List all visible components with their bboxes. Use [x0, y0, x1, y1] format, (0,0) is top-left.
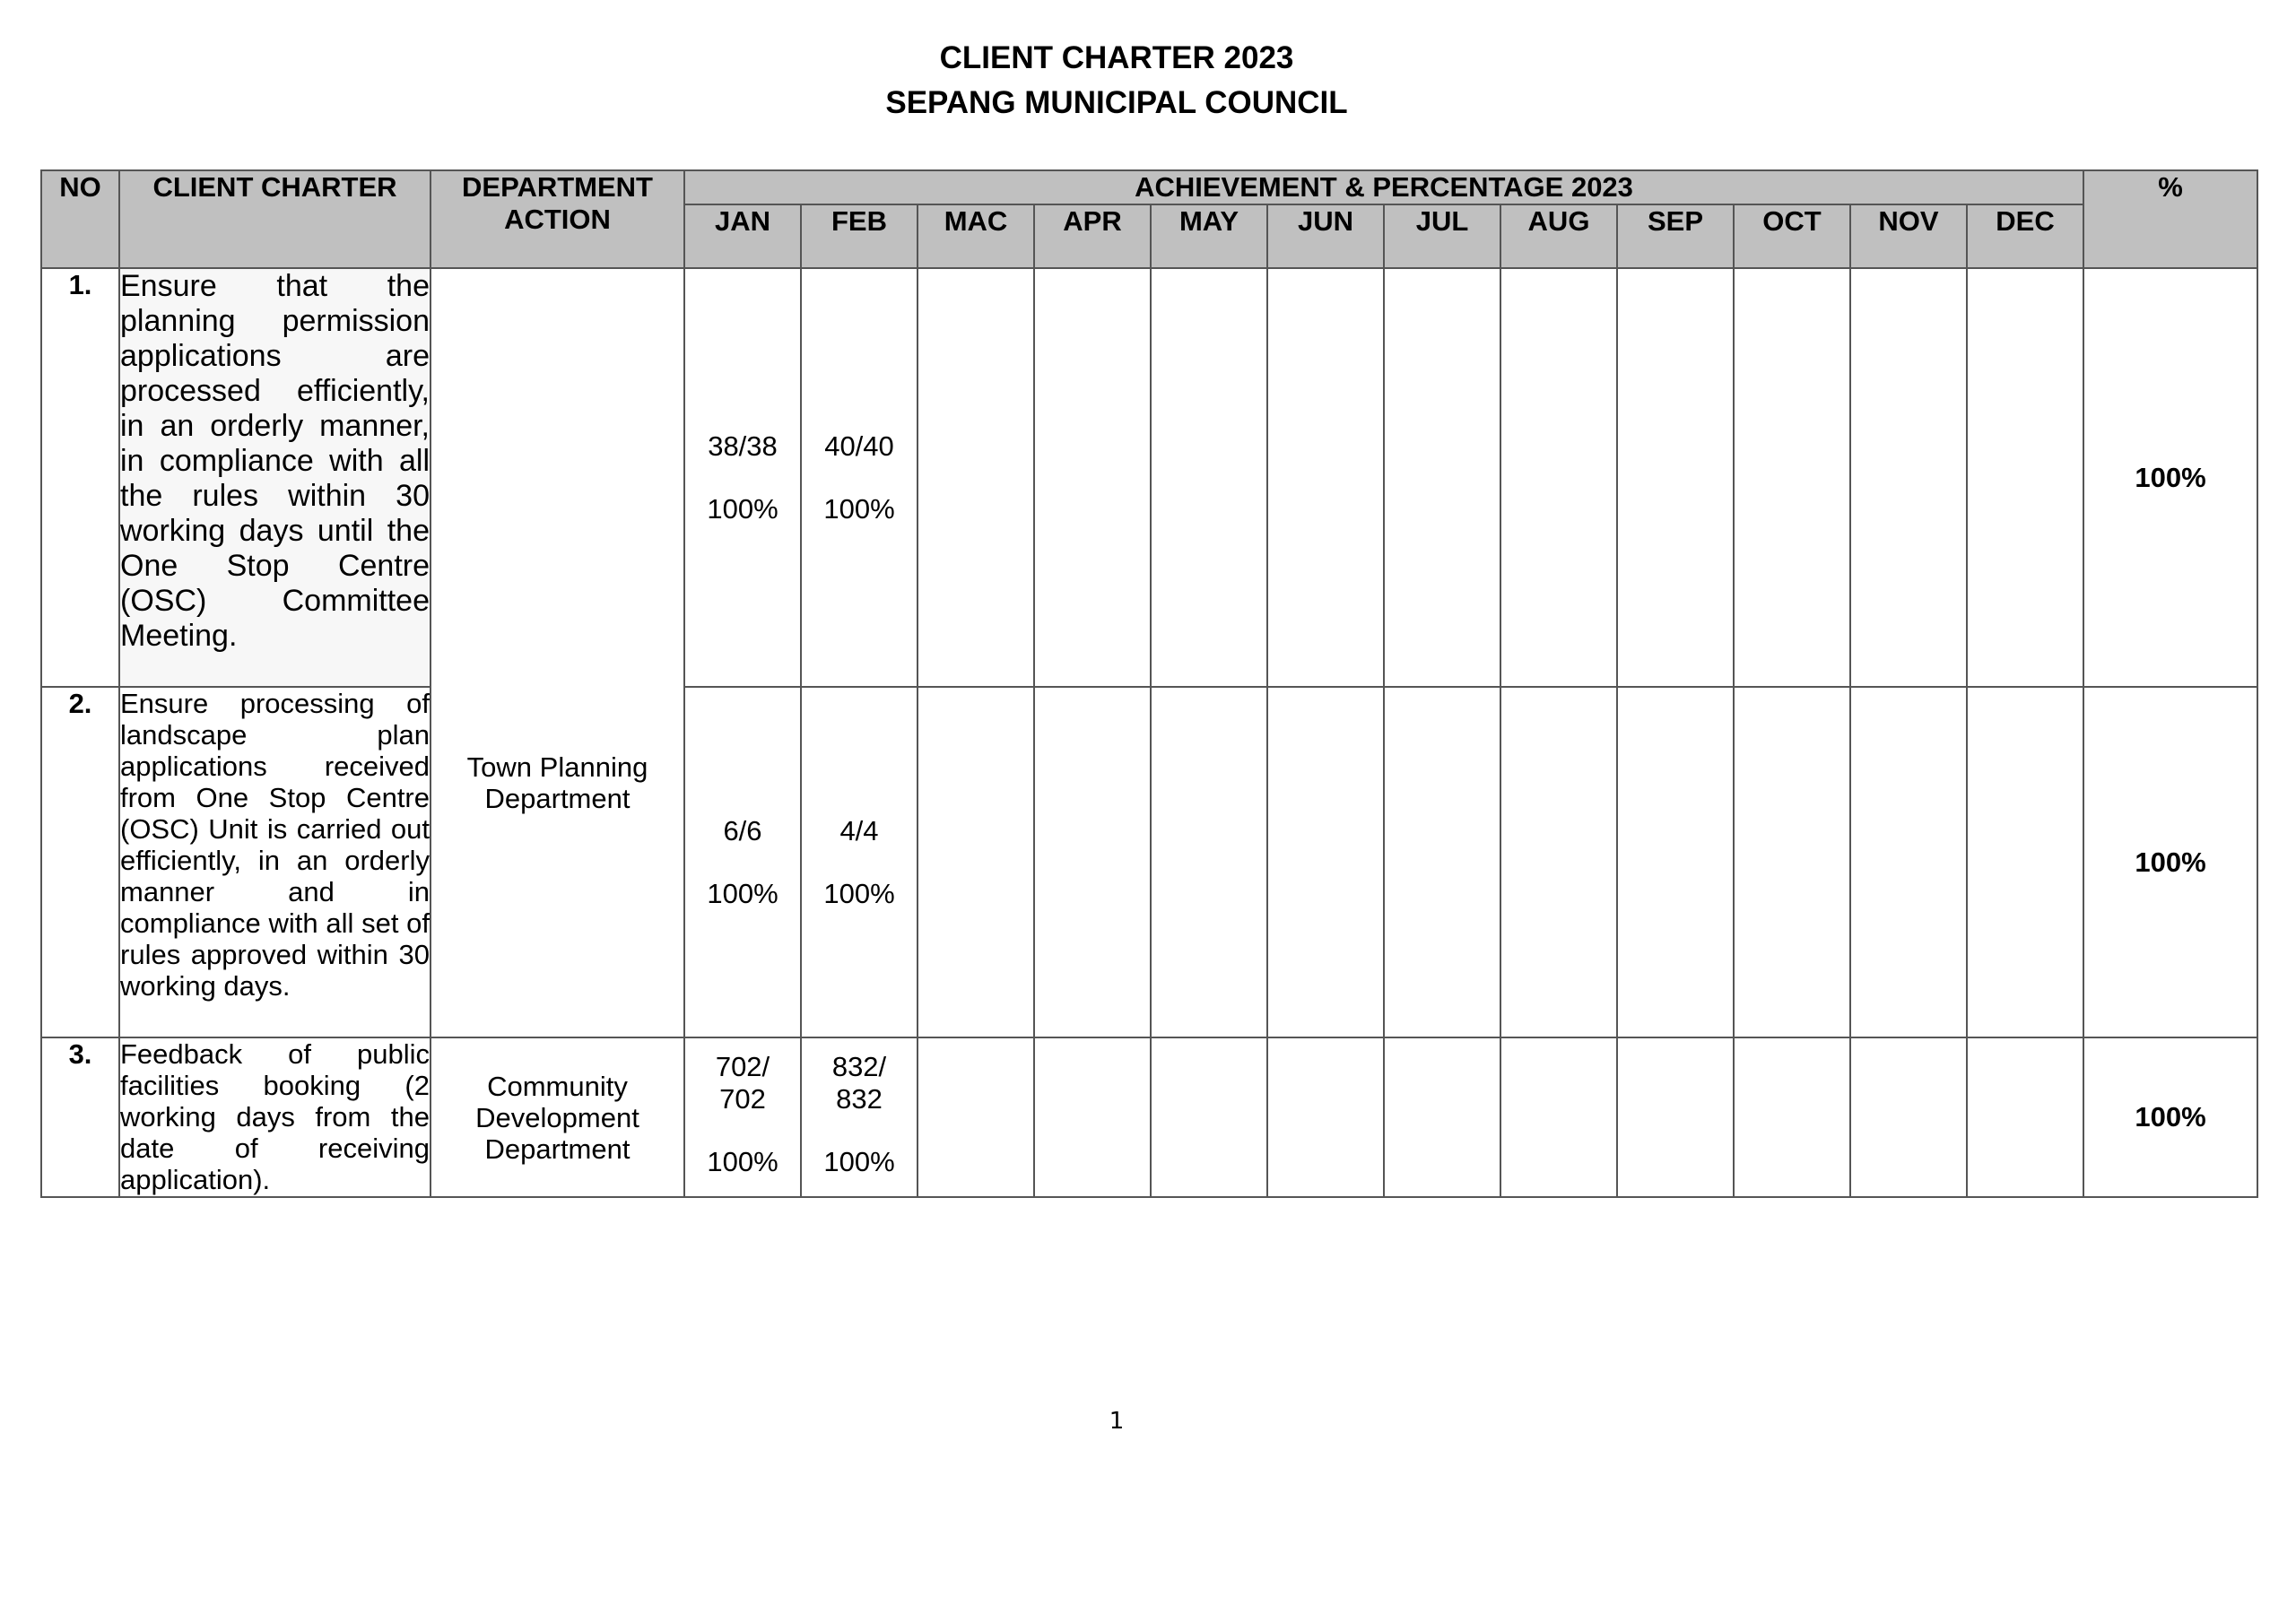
month-cell-feb	[801, 687, 918, 1037]
achievement-count: 6/6	[723, 814, 762, 846]
month-cell-feb	[801, 1037, 918, 1197]
row-number: 1.	[41, 268, 119, 687]
department-action-cell	[430, 268, 684, 1037]
achievement-count: 702/ 702	[715, 1051, 770, 1115]
month-cell-jul	[1384, 268, 1500, 687]
month-cell-jun	[1267, 687, 1384, 1037]
header-month-feb: FEB	[801, 204, 918, 268]
table-row	[41, 687, 2257, 1037]
header-no: NO	[41, 170, 119, 268]
charter-description: Ensure processing of landscape plan applications received from One Stop Centre (OSC) Unit is carried out efficiently, in an orderly manner and in compliance with all set of rules approved within 30 working days.	[119, 687, 430, 1037]
department-name: Town Planning Department	[466, 751, 648, 814]
month-cell-may	[1151, 1037, 1267, 1197]
month-cell-dec	[1967, 1037, 2083, 1197]
month-cell-nov	[1850, 268, 1967, 687]
charter-description: Ensure that the planning permission applications are processed efficiently, in an orderly manner, in compliance with all the rules within 30 working days until the One Stop Centre (OSC) Committee Meeting.	[119, 268, 430, 687]
month-cell-apr	[1034, 687, 1151, 1037]
month-cell-mac	[918, 687, 1034, 1037]
header-month-jan: JAN	[684, 204, 801, 268]
header-month-aug: AUG	[1500, 204, 1617, 268]
achievement-percent: 100%	[707, 492, 778, 525]
month-cell-may	[1151, 268, 1267, 687]
month-cell-oct	[1734, 687, 1850, 1037]
month-cell-jun	[1267, 1037, 1384, 1197]
month-cell-aug	[1500, 268, 1617, 687]
month-cell-jul	[1384, 687, 1500, 1037]
header-percent: %	[2083, 170, 2257, 268]
achievement-percent: 100%	[823, 1146, 895, 1177]
header-month-mac: MAC	[918, 204, 1034, 268]
month-cell-jan	[684, 268, 801, 687]
department-action-cell	[430, 1037, 684, 1197]
month-cell-apr	[1034, 1037, 1151, 1197]
header-month-may: MAY	[1151, 204, 1267, 268]
achievement-count: 38/38	[708, 430, 778, 462]
achievement-count: 4/4	[839, 814, 879, 846]
header-month-apr: APR	[1034, 204, 1151, 268]
department-name: Community Development Department	[475, 1070, 639, 1165]
header-achievement: ACHIEVEMENT & PERCENTAGE 2023	[684, 170, 2083, 204]
achievement-percent: 100%	[707, 877, 778, 909]
month-cell-may	[1151, 687, 1267, 1037]
achievement-count: 40/40	[824, 430, 894, 462]
header-client-charter: CLIENT CHARTER	[119, 170, 430, 268]
month-cell-aug	[1500, 1037, 1617, 1197]
month-cell-nov	[1850, 687, 1967, 1037]
achievement-percent: 100%	[823, 492, 895, 525]
header-month-jun: JUN	[1267, 204, 1384, 268]
month-cell-oct	[1734, 1037, 1850, 1197]
overall-percent: 100%	[2083, 687, 2257, 1037]
table-row	[41, 268, 2257, 687]
header-month-jul: JUL	[1384, 204, 1500, 268]
document-title: CLIENT CHARTER 2023	[939, 40, 1294, 75]
month-cell-sep	[1617, 687, 1734, 1037]
header-month-sep: SEP	[1617, 204, 1734, 268]
month-cell-apr	[1034, 268, 1151, 687]
month-cell-aug	[1500, 687, 1617, 1037]
table-row	[41, 1037, 2257, 1197]
client-charter-table	[40, 169, 2258, 1198]
header-department-action: DEPARTMENT ACTION	[430, 170, 684, 268]
month-cell-oct	[1734, 268, 1850, 687]
month-cell-jan	[684, 687, 801, 1037]
row-number: 3.	[41, 1037, 119, 1197]
achievement-count: 832/ 832	[831, 1051, 887, 1115]
month-cell-dec	[1967, 687, 2083, 1037]
month-cell-feb	[801, 268, 918, 687]
charter-description: Feedback of public facilities booking (2 working days from the date of receiving application).	[120, 1038, 430, 1195]
document-subtitle: SEPANG MUNICIPAL COUNCIL	[885, 85, 1348, 120]
month-cell-dec	[1967, 268, 2083, 687]
month-cell-mac	[918, 268, 1034, 687]
achievement-percent: 100%	[707, 1146, 778, 1177]
row-number: 2.	[41, 687, 119, 1037]
month-cell-mac	[918, 1037, 1034, 1197]
header-month-oct: OCT	[1734, 204, 1850, 268]
month-cell-nov	[1850, 1037, 1967, 1197]
achievement-percent: 100%	[823, 877, 895, 909]
month-cell-jan	[684, 1037, 801, 1197]
month-cell-sep	[1617, 1037, 1734, 1197]
month-cell-jul	[1384, 1037, 1500, 1197]
month-cell-jun	[1267, 268, 1384, 687]
overall-percent: 100%	[2083, 1037, 2257, 1197]
header-month-nov: NOV	[1850, 204, 1967, 268]
month-cell-sep	[1617, 268, 1734, 687]
page-number: 1	[1109, 1408, 1125, 1435]
header-month-dec: DEC	[1967, 204, 2083, 268]
document-title-block	[0, 36, 2233, 126]
overall-percent: 100%	[2083, 268, 2257, 687]
